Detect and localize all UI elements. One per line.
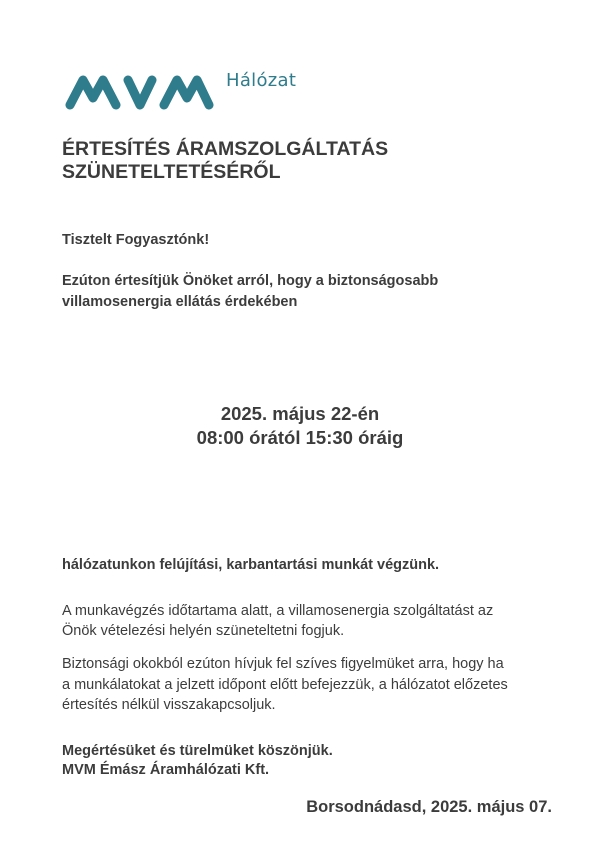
intro-line-2: villamosenergia ellátás érdekében xyxy=(62,294,298,310)
closing-thanks: Megértésüket és türelmüket köszönjük. xyxy=(62,743,333,759)
paragraph-safety-notice xyxy=(62,654,562,716)
paragraph2-line-2: a munkálatokat a jelzett időpont előtt befejezzük, a hálózatot előzetes xyxy=(62,676,508,693)
mvm-logo-icon xyxy=(64,72,214,112)
intro-paragraph xyxy=(62,271,542,313)
mvm-logo xyxy=(64,72,214,112)
paragraph1-line-2: Önök vételezési helyén szüneteltetni fogjuk. xyxy=(62,623,345,639)
outage-date: 2025. május 22-én xyxy=(220,403,380,424)
intro-line-1: Ezúton értesítjük Önöket arról, hogy a biztonságosabb xyxy=(62,273,439,289)
closing-signature xyxy=(62,742,333,780)
paragraph2-line-1: Biztonsági okokból ezúton hívjuk fel szíves figyelmüket arra, hogy ha xyxy=(62,656,504,672)
paragraph1-line-1: A munkavégzés időtartama alatt, a villamosenergia szolgáltatást az xyxy=(62,603,494,619)
title-line-1: ÉRTESÍTÉS ÁRAMSZOLGÁLTATÁS xyxy=(62,138,389,160)
greeting: Tisztelt Fogyasztónk! xyxy=(62,232,210,248)
title-line-2: SZÜNETELTETÉSÉRŐL xyxy=(62,161,281,183)
outage-schedule xyxy=(0,402,600,450)
sub-brand-label: Hálózat xyxy=(226,70,297,91)
document-title xyxy=(62,138,388,184)
work-statement: hálózatunkon felújítási, karbantartási munkát végzünk. xyxy=(62,557,440,573)
place-and-date: Borsodnádasd, 2025. május 07. xyxy=(306,798,552,816)
paragraph-service-interruption xyxy=(62,601,562,641)
outage-time: 08:00 órától 15:30 óráig xyxy=(196,427,404,448)
company-name: MVM Émász Áramhálózati Kft. xyxy=(62,762,270,778)
paragraph2-line-3: értesítés nélkül visszakapcsoljuk. xyxy=(62,697,276,713)
